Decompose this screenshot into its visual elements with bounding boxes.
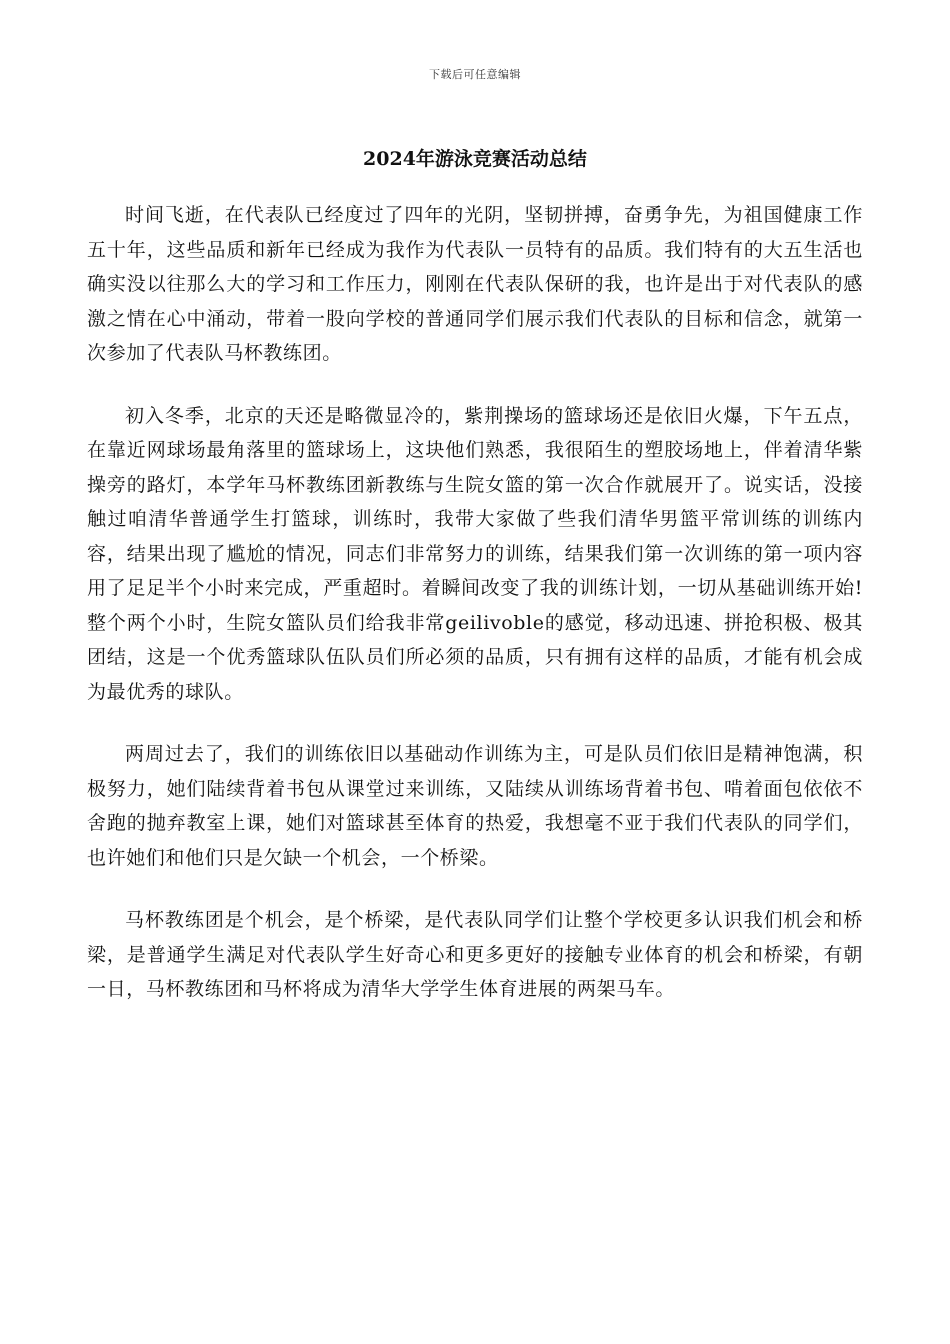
paragraph-3: 两周过去了，我们的训练依旧以基础动作训练为主，可是队员们依旧是精神饱满，积极努力，她们陆续背着书包从课堂过来训练，又陆续从训练场背着书包、啃着面包依依不舍跑的抛弃教室上课，她们对篮球甚至体育的热爱，我想毫不亚于我们代表队的同学们，也许她们和他们只是欠缺一个机会，一个桥梁。: [87, 743, 863, 869]
paragraph-1: 时间飞逝，在代表队已经度过了四年的光阴，坚韧拼搏，奋勇争先，为祖国健康工作五十年，这些品质和新年已经成为我作为代表队一员特有的品质。我们特有的大五生活也确实没以往那么大的学习和工作压力，刚刚在代表队保研的我，也许是出于对代表队的感激之情在心中涌动，带着一股向学校的普通同学们展示我们代表队的目标和信念，就第一次参加了代表队马杯教练团。: [87, 204, 863, 364]
header-note: 下载后可任意编辑: [429, 68, 521, 81]
document-title: 2024年游泳竞赛活动总结: [363, 148, 587, 170]
paragraph-2: 初入冬季，北京的天还是略微显冷的，紫荆操场的篮球场还是依旧火爆，下午五点，在靠近网球场最角落里的篮球场上，这块他们熟悉，我很陌生的塑胶场地上，伴着清华紫操旁的路灯，本学年马杯教练团新教练与生院女篮的第一次合作就展开了。说实话，没接触过咱清华普通学生打篮球，训练时，我带大家做了些我们清华男篮平常训练的训练内容，结果出现了尴尬的情况，同志们非常努力的训练，结果我们第一次训练的第一项内容用了足足半个小时来完成，严重超时。着瞬间改变了我的训练计划，一切从基础训练开始!整个两个小时，生院女篮队员们给我非常geilivoble的感觉，移动迅速、拼抢积极、极其团结，这是一个优秀篮球队伍队员们所必须的品质，只有拥有这样的品质，才能有机会成为最优秀的球队。: [87, 404, 863, 703]
paragraph-4: 马杯教练团是个机会，是个桥梁，是代表队同学们让整个学校更多认识我们机会和桥梁，是普通学生满足对代表队学生好奇心和更多更好的接触专业体育的机会和桥梁，有朝一日，马杯教练团和马杯将成为清华大学学生体育进展的两架马车。: [87, 909, 863, 1000]
document-body: [87, 198, 863, 1035]
